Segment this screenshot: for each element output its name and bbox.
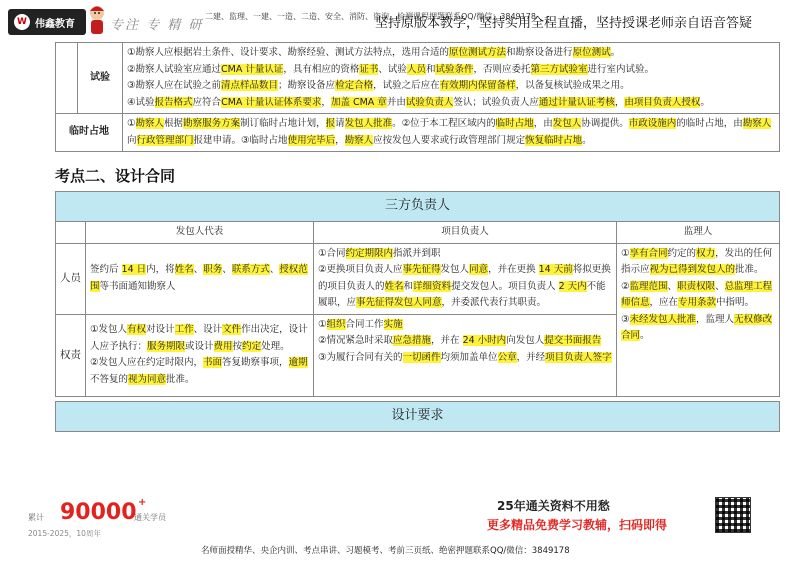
text-line xyxy=(621,312,775,345)
qr-code-icon[interactable] xyxy=(715,497,751,533)
highlighted-term: 提交书面报告 xyxy=(544,335,602,346)
text-line xyxy=(90,355,309,388)
text-segment: 内，将 xyxy=(146,264,175,275)
text-line xyxy=(318,333,612,350)
highlighted-term: 联系方式 xyxy=(231,264,270,275)
survey-table xyxy=(55,42,780,152)
text-segment: 向发包人 xyxy=(506,335,545,346)
text-segment: ②勘察人试验室应通过 xyxy=(127,63,222,75)
personnel-employer xyxy=(86,243,314,314)
text-segment: 、 xyxy=(269,264,280,275)
text-segment: ， xyxy=(321,96,331,108)
highlighted-term: 有效期内保留备样 xyxy=(439,80,516,91)
highlighted-term: 视为已得到发包人的 xyxy=(649,264,736,275)
text-segment: 指派并到职 xyxy=(393,247,441,259)
highlighted-term: 无权修改合同 xyxy=(621,313,773,341)
col-header-supervisor: 监理人 xyxy=(617,222,780,244)
text-segment: 按 xyxy=(232,340,243,352)
text-segment: ，并经 xyxy=(516,351,546,363)
highlighted-term: 事先征得 xyxy=(402,264,441,275)
student-count: 90000 xyxy=(60,500,137,525)
col-header-project-lead: 项目负责人 xyxy=(314,222,617,244)
count-prefix: 累计 xyxy=(28,513,44,522)
text-segment: ，并委派代表行其职责。 xyxy=(441,297,547,308)
text-segment: 和勘察设备进行 xyxy=(506,47,573,58)
text-segment: 、 xyxy=(193,264,204,275)
count-plus: + xyxy=(138,497,147,508)
page-header xyxy=(0,0,800,44)
text-segment: 不答复的 xyxy=(90,373,129,385)
highlighted-term: 监理范围 xyxy=(629,280,668,292)
text-segment: ，并在 xyxy=(431,335,463,346)
text-segment: 。 xyxy=(700,96,710,108)
header-headline: 坚持原版本教学，坚持实用全程直播，坚持授课老师亲自语音答疑 xyxy=(375,16,753,31)
rights-employer xyxy=(86,314,314,396)
text-segment: ④试验 xyxy=(127,96,155,108)
highlighted-term: 实施 xyxy=(383,318,403,330)
text-line xyxy=(621,279,775,312)
text-segment: 均须加盖单位 xyxy=(440,351,498,363)
footer-info: 名师面授精华、央企内训、考点串讲、习题模考、考前三页纸、绝密押题联系QQ/微信：3849178 xyxy=(201,546,570,556)
highlighted-term: 权力 xyxy=(696,247,716,259)
text-segment: ③ xyxy=(621,313,630,325)
highlighted-term: 由项目负责人授权 xyxy=(624,96,701,108)
text-segment: ， xyxy=(614,96,625,108)
text-segment: ②发包人应在约定时限内， xyxy=(90,357,204,368)
highlighted-term: 姓名 xyxy=(384,280,404,292)
row-label-rights: 权责 xyxy=(56,314,86,396)
text-segment: 签约后 xyxy=(90,264,122,275)
highlighted-term: 行政管理部门 xyxy=(136,134,194,146)
text-segment: 、设计 xyxy=(193,324,223,335)
slogan-red: 更多精品免费学习教辅，扫码即得 xyxy=(487,518,668,532)
highlighted-term: 勘察人 xyxy=(742,118,772,129)
text-segment: 答复勘察事项， xyxy=(222,357,289,368)
highlighted-term: 文件 xyxy=(222,324,242,335)
text-segment: 根据 xyxy=(164,118,184,129)
text-line xyxy=(318,246,612,263)
highlighted-term: 约定期限内 xyxy=(345,247,394,259)
count-suffix: 通关学员 xyxy=(134,513,166,522)
text-segment: 应按发包人要求或行政管理部门规定 xyxy=(373,134,526,146)
text-segment: ①发包人 xyxy=(90,324,128,335)
highlighted-term: 职责权限 xyxy=(677,280,716,292)
logo-text: 伟鑫教育 xyxy=(35,18,75,30)
row-label-personnel: 人员 xyxy=(56,243,86,314)
personnel-project-lead xyxy=(314,243,617,314)
text-segment: ，应在 xyxy=(649,297,679,308)
highlighted-term: 总监理工程师信息 xyxy=(621,280,773,308)
text-segment: ③勘察人应在试验之前 xyxy=(127,80,222,91)
text-segment: ，发出的任何指示应 xyxy=(621,247,773,275)
text-segment: 进行室内试验。 xyxy=(587,63,655,75)
text-segment: ②更换项目负责人应 xyxy=(318,264,403,275)
highlighted-term: 同意 xyxy=(469,264,489,275)
text-segment: 约定的 xyxy=(667,247,697,259)
text-segment: ① xyxy=(621,247,630,259)
text-segment: 报建申请。③临时占地 xyxy=(193,134,288,146)
highlighted-term: 授权范围 xyxy=(90,264,308,292)
highlighted-term: 项目负责人签字 xyxy=(545,351,612,363)
text-segment: ，监理人 xyxy=(696,313,735,325)
text-segment: 中指明。 xyxy=(716,297,755,308)
highlighted-term: 约定 xyxy=(242,340,262,352)
text-line xyxy=(318,350,612,367)
highlighted-term: 人员 xyxy=(406,63,426,75)
highlighted-term: 检定合格 xyxy=(335,80,374,91)
text-line xyxy=(127,78,775,95)
text-segment: 。②位于本工程区域内的 xyxy=(392,118,496,129)
highlighted-term: 14 天前 xyxy=(538,264,573,275)
text-segment: 制订临时占地计划， xyxy=(240,118,326,129)
text-segment: ，否则应委托 xyxy=(473,63,531,75)
highlighted-term: 2 天内 xyxy=(558,280,587,292)
text-segment: ②情况紧急时采取 xyxy=(318,335,394,346)
highlighted-term: 第三方试验室 xyxy=(530,63,588,75)
text-segment: 将拟更换的项目负责人的 xyxy=(318,264,611,292)
text-segment: 协调提供。 xyxy=(581,118,629,129)
header-subline: 二建、监理、一建、一造、二造、安全、消防、咨询、检测课程押题联系QQ/微信：3849178 xyxy=(205,12,536,21)
text-segment: ，具有相应的资格 xyxy=(283,63,360,75)
signature-motto: 专注 专 精 研 xyxy=(110,18,204,33)
text-line xyxy=(90,262,309,295)
mascot-icon xyxy=(86,4,108,38)
text-segment: 不能履职，应 xyxy=(318,280,606,308)
table-row xyxy=(56,114,780,152)
highlighted-term: 发包人 xyxy=(552,118,582,129)
highlighted-term: 服务期限 xyxy=(147,340,186,352)
highlighted-term: 公章 xyxy=(497,351,517,363)
text-segment: 应符合 xyxy=(192,96,222,108)
text-segment: ， xyxy=(335,134,345,146)
text-segment: 签认；试验负责人应 xyxy=(453,96,539,108)
highlighted-term: 事先征得发包人同意 xyxy=(356,297,442,308)
text-segment: ，并在更换 xyxy=(488,264,539,275)
text-line xyxy=(127,95,775,112)
text-segment: 、 xyxy=(715,280,725,292)
text-segment: 发包人 xyxy=(440,264,470,275)
text-segment: ；勘察设备应 xyxy=(278,80,336,91)
logo-mark-icon: W xyxy=(14,14,30,30)
highlighted-term: 视为同意 xyxy=(128,373,167,385)
text-segment: 。 xyxy=(582,134,592,146)
text-segment: ① xyxy=(318,318,327,330)
brand-logo xyxy=(8,9,86,35)
text-segment: 向 xyxy=(127,134,137,146)
text-segment: ①勘察人应根据岩土条件、设计要求、勘察经验、测试方法特点，选用合适的 xyxy=(127,47,450,58)
text-segment: ② xyxy=(621,280,630,292)
design-requirements-header: 设计要求 xyxy=(56,401,780,431)
text-line xyxy=(318,262,612,312)
text-line xyxy=(318,317,612,334)
text-line xyxy=(127,116,775,149)
text-segment: 批准。 xyxy=(166,373,195,385)
text-line xyxy=(90,322,309,355)
highlighted-term: 使用完毕后 xyxy=(287,134,336,146)
text-segment: 等书面通知勘察人 xyxy=(99,280,176,292)
highlighted-term: 勘察人 xyxy=(135,118,165,129)
text-segment: 或设计 xyxy=(185,340,214,352)
highlighted-term: 费用 xyxy=(213,340,233,352)
highlighted-term: 专用条款 xyxy=(678,297,717,308)
highlighted-term: 14 日 xyxy=(121,264,147,275)
highlighted-term: 原位测试 xyxy=(572,47,611,58)
text-segment: ① xyxy=(127,118,136,129)
highlighted-term: 逾期 xyxy=(288,357,308,368)
text-segment: 作出决定，设计人应予执行： xyxy=(90,324,308,352)
text-segment: 。 xyxy=(610,47,621,58)
text-segment: ，以备复核试验成果之用。 xyxy=(515,80,630,91)
highlighted-term: 一切函件 xyxy=(402,351,441,363)
highlighted-term: 试验条件 xyxy=(435,63,474,75)
col-header-employer: 发包人代表 xyxy=(86,222,314,244)
highlighted-term: 通过计量认证考核 xyxy=(538,96,615,108)
rights-project-lead xyxy=(314,314,617,396)
text-segment: 请 xyxy=(335,118,345,129)
row-label-temp-land: 临时占地 xyxy=(56,114,123,152)
highlighted-term: CMA 计量认证 xyxy=(221,63,284,75)
text-line xyxy=(127,62,775,79)
highlighted-term: 24 小时内 xyxy=(462,335,507,346)
page-content xyxy=(55,42,780,432)
highlighted-term: 职务 xyxy=(203,264,223,275)
highlighted-term: 恢复临时占地 xyxy=(525,134,583,146)
text-line xyxy=(621,246,775,279)
three-parties-header: 三方负责人 xyxy=(56,192,780,222)
highlighted-term: 原位测试方法 xyxy=(449,47,507,58)
table-row xyxy=(56,43,780,114)
highlighted-term: 勘察人 xyxy=(344,134,374,146)
highlighted-term: 未经发包人批准 xyxy=(629,313,697,325)
highlighted-term: 有权 xyxy=(127,324,147,335)
design-contract-table xyxy=(55,191,780,432)
page-footer xyxy=(0,490,800,565)
text-segment: ③为履行合同有关的 xyxy=(318,351,403,363)
highlighted-term: 享有合同 xyxy=(629,247,668,259)
highlighted-term: 试验负责人 xyxy=(405,96,454,108)
highlighted-term: 详细资料 xyxy=(413,280,452,292)
text-segment: ，试验之后应在 xyxy=(373,80,440,91)
text-line xyxy=(127,45,775,62)
years-label: 2015-2025，10周年 xyxy=(28,529,101,538)
text-segment: 提交发包人。项目负责人 xyxy=(451,280,559,292)
text-segment: 和 xyxy=(425,63,436,75)
highlighted-term: 应急措施 xyxy=(393,335,432,346)
text-segment: 、 xyxy=(222,264,232,275)
text-segment: 、 xyxy=(667,280,678,292)
test-content xyxy=(123,43,780,114)
text-segment: 合同工作 xyxy=(345,318,384,330)
highlighted-term: 工作 xyxy=(174,324,194,335)
highlighted-term: 加盖 CMA 章 xyxy=(330,96,387,108)
highlighted-term: 证书 xyxy=(359,63,379,75)
highlighted-term: 发包人批准 xyxy=(344,118,393,129)
text-segment: 的临时占地，由 xyxy=(676,118,743,129)
temp-land-content xyxy=(123,114,780,152)
highlighted-term: 临时占地 xyxy=(495,118,534,129)
supervisor-content xyxy=(617,243,780,396)
highlighted-term: 市政设施内 xyxy=(628,118,677,129)
text-segment: 。 xyxy=(640,330,650,341)
text-segment: 对设计 xyxy=(146,324,175,335)
slogan-main: 25年通关资料不用愁 xyxy=(497,499,610,513)
text-segment: 处理。 xyxy=(261,340,290,352)
highlighted-term: 书面 xyxy=(203,357,223,368)
text-segment: 和 xyxy=(403,280,414,292)
section-title: 考点二、设计合同 xyxy=(55,167,176,185)
highlighted-term: 勘察服务方案 xyxy=(183,118,241,129)
text-segment: 、试验 xyxy=(378,63,407,75)
text-segment: ，由 xyxy=(533,118,553,129)
highlighted-term: 组织 xyxy=(326,318,346,330)
highlighted-term: 报 xyxy=(325,118,336,129)
highlighted-term: 报告格式 xyxy=(154,96,193,108)
highlighted-term: CMA 计量认证体系要求 xyxy=(221,96,322,108)
text-segment: 并由 xyxy=(386,96,406,108)
text-segment: ①合同 xyxy=(318,247,346,259)
highlighted-term: 清点样品数目 xyxy=(221,80,279,91)
highlighted-term: 姓名 xyxy=(174,264,194,275)
row-label-test: 试验 xyxy=(78,43,123,114)
table-row xyxy=(56,243,780,314)
text-segment: 批准。 xyxy=(735,264,764,275)
